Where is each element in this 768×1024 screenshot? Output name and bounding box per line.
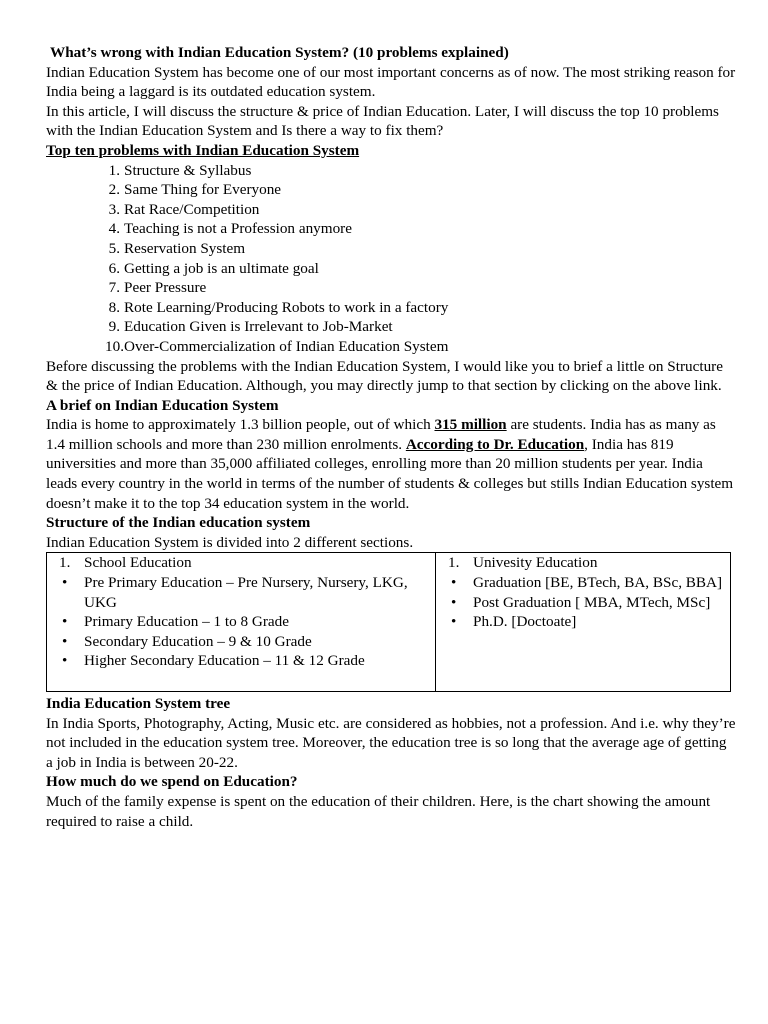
list-item: 1. Univesity Education bbox=[448, 554, 598, 572]
list-item: 9. Education Given is Irrelevant to Job-Market bbox=[108, 318, 393, 336]
spend-heading: How much do we spend on Education? bbox=[46, 773, 298, 791]
top-ten-list bbox=[46, 161, 736, 357]
list-item: • Post Graduation [ MBA, MTech, MSc] bbox=[451, 593, 711, 611]
list-item: • Graduation [BE, BTech, BA, BSc, BBA] bbox=[451, 574, 723, 592]
structure-intro: Indian Education System is divided into 2 different sections. bbox=[46, 533, 414, 551]
top-ten-heading: Top ten problems with Indian Education System bbox=[46, 141, 360, 159]
tree-heading: India Education System tree bbox=[46, 695, 231, 712]
list-item: • Primary Education – 1 to 8 Grade bbox=[62, 613, 289, 631]
list-item: 2. Same Thing for Everyone bbox=[108, 181, 282, 199]
list-item: 8. Rote Learning/Producing Robots to work in a factory bbox=[108, 298, 449, 316]
document-page bbox=[46, 43, 736, 831]
university-education-cell bbox=[436, 553, 731, 692]
list-item: 6. Getting a job is an ultimate goal bbox=[108, 259, 319, 277]
brief-heading: A brief on Indian Education System bbox=[46, 396, 279, 414]
list-item: • Higher Secondary Education – 11 & 12 Grade bbox=[62, 652, 365, 670]
list-item: 4. Teaching is not a Profession anymore bbox=[108, 220, 352, 238]
list-item: • Ph.D. [Doctoate] bbox=[451, 613, 577, 631]
page-title: What’s wrong with Indian Education System? (10 problems explained) bbox=[50, 44, 509, 61]
structure-table bbox=[46, 552, 731, 692]
intro-paragraph-2: In this article, I will discuss the structure & price of Indian Education. Later, I will discuss the top 10 problems with the Indian Education System and Is there a way to fix them? bbox=[46, 102, 719, 140]
intro-paragraph-1: Indian Education System has become one of our most important concerns as of now. The most striking reason for India being a laggard is its outdated education system. bbox=[46, 63, 736, 101]
list-item: 10. Over-Commercialization of Indian Education System bbox=[105, 337, 449, 355]
tree-paragraph: In India Sports, Photography, Acting, Music etc. are considered as hobbies, not a profession. And i.e. why they’re not included in the education system tree. Moreover, the education tree is so long that the average age of getting a job in India is between 20-22. bbox=[46, 714, 736, 771]
list-item: 1. School Education bbox=[59, 554, 192, 572]
top-ten-followup: Before discussing the problems with the Indian Education System, I would like you to brief a little on Structure & the price of Indian Education. Although, you may directly jump to that section by clicking on the above link. bbox=[46, 357, 723, 395]
dr-education-link[interactable]: According to Dr. Education bbox=[405, 435, 585, 453]
brief-paragraph: India is home to approximately 1.3 billion people, out of which 315 million are students. India has as many as 1.4 million schools and more than 230 million enrolments. According to Dr. Education, India has 819 universities and more than 35,000 affiliated colleges, enrolling more than 20 million students per year. India leads every country in the world in terms of the number of students & colleges but stills Indian Education system doesn’t make it to the top 34 education system in the world. bbox=[46, 416, 734, 512]
students-highlight: 315 million bbox=[434, 416, 507, 434]
list-item: 7. Peer Pressure bbox=[108, 279, 207, 297]
school-education-cell bbox=[47, 553, 436, 692]
list-item: 1. Structure & Syllabus bbox=[108, 161, 252, 179]
list-item: • Secondary Education – 9 & 10 Grade bbox=[62, 632, 312, 650]
list-item: 3. Rat Race/Competition bbox=[108, 200, 260, 218]
spend-paragraph: Much of the family expense is spent on the education of their children. Here, is the chart showing the amount required to raise a child. bbox=[46, 792, 711, 830]
list-item: 5. Reservation System bbox=[108, 239, 246, 257]
structure-heading: Structure of the Indian education system bbox=[46, 514, 311, 532]
list-item: • Pre Primary Education – Pre Nursery, Nursery, LKG, UKG bbox=[62, 574, 408, 611]
